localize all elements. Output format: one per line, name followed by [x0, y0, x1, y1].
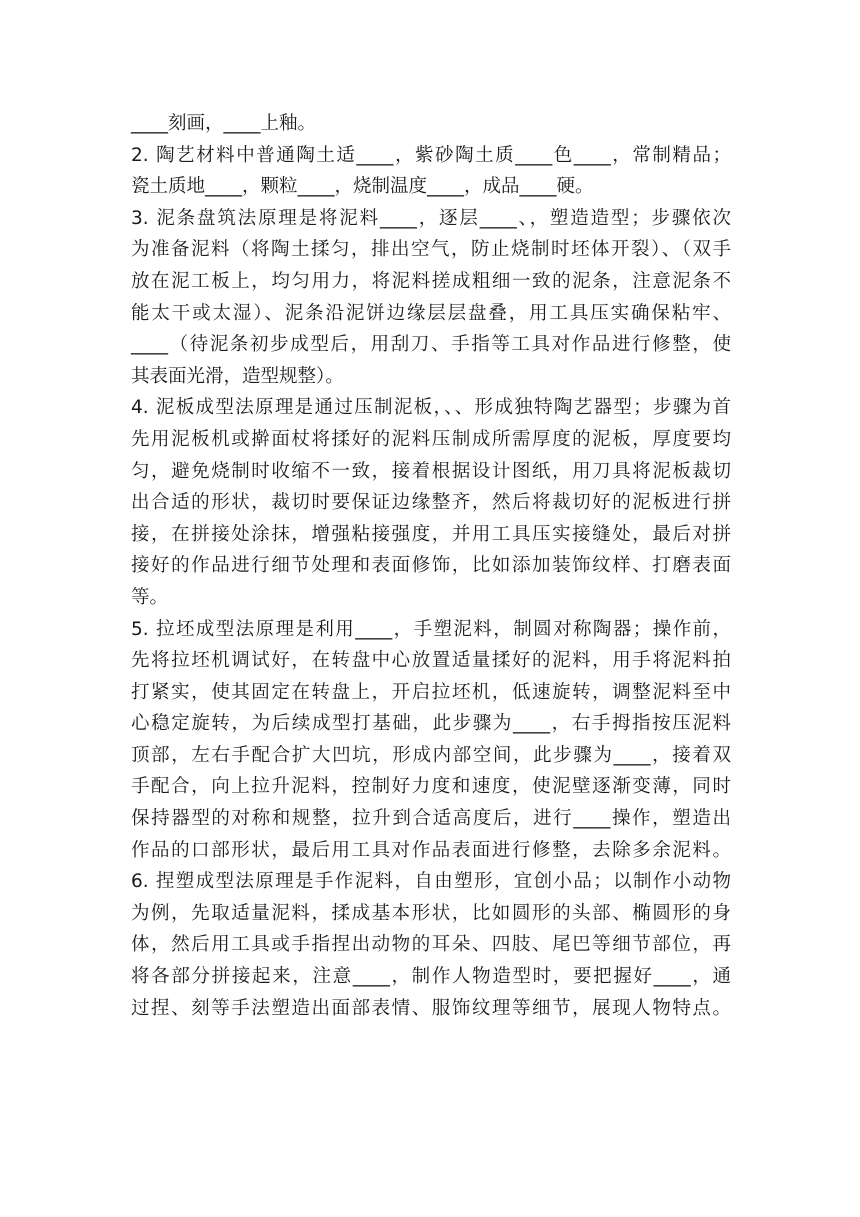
- text-line: 心稳定旋转，为后续成型打基础，此步骤为____，右手拇指按压泥料: [131, 713, 731, 735]
- text-line: 6. 捏塑成型法原理是手作泥料，自由塑形，宜创小品；以制作小动物: [131, 871, 731, 893]
- text-line: 体，然后用工具或手指捏出动物的耳朵、四肢、尾巴等细节部位，再: [131, 934, 731, 956]
- text-line: 接，在拼接处涂抹，增强粘接强度，并用工具压实接缝处，最后对拼: [131, 523, 731, 545]
- text-line: 保持器型的对称和规整，拉升到合适高度后，进行____操作，塑造出: [131, 808, 731, 830]
- text-line: ____刻画，____上釉。: [131, 113, 317, 134]
- text-line: 手配合，向上拉升泥料，控制好力度和速度，使泥壁逐渐变薄，同时: [131, 776, 731, 798]
- text-line: 为例，先取适量泥料，揉成基本形状，比如圆形的头部、椭圆形的身: [131, 902, 731, 924]
- text-line: 为准备泥料（将陶土揉匀，排出空气，防止烧制时坯体开裂）、（双手: [131, 239, 731, 261]
- text-line: 顶部，左右手配合扩大凹坑，形成内部空间，此步骤为____，接着双: [131, 744, 731, 766]
- text-line: 瓷土质地____，颗粒____，烧制温度____，成品____硬。: [131, 176, 594, 198]
- text-line: 先将拉坯机调试好，在转盘中心放置适量揉好的泥料，用手将泥料拍: [131, 650, 731, 672]
- text-line: 作品的口部形状，最后用工具对作品表面进行修整，去除多余泥料。: [131, 839, 731, 861]
- text-line: 其表面光滑，造型规整）。: [131, 365, 344, 387]
- text-line: 将各部分拼接起来，注意____，制作人物造型时，要把握好____，通: [131, 966, 731, 988]
- text-line: 3. 泥条盘筑法原理是将泥料____，逐层____、，塑造造型；步骤依次: [131, 207, 731, 229]
- text-line: 放在泥工板上，均匀用力，将泥料搓成粗细一致的泥条，注意泥条不: [131, 270, 731, 292]
- text-line: ____（待泥条初步成型后，用刮刀、手指等工具对作品进行修整，使: [131, 334, 731, 356]
- text-line: 等。: [131, 586, 169, 608]
- text-line: 2. 陶艺材料中普通陶土适____，紫砂陶土质____色____，常制精品；: [131, 144, 731, 166]
- text-line: 接好的作品进行细节处理和表面修饰，比如添加装饰纹样、打磨表面: [131, 555, 731, 577]
- text-line: 过捏、刻等手法塑造出面部表情、服饰纹理等细节，展现人物特点。: [131, 997, 731, 1019]
- text-line: 4. 泥板成型法原理是通过压制泥板，、、形成独特陶艺器型；步骤为首: [131, 397, 731, 419]
- document-page: [131, 108, 731, 1024]
- text-line: 先用泥板机或擀面杖将揉好的泥料压制成所需厚度的泥板，厚度要均: [131, 428, 731, 450]
- text-line: 能太干或太湿）、泥条沿泥饼边缘层层盘叠，用工具压实确保粘牢、: [131, 302, 731, 324]
- text-line: 出合适的形状，裁切时要保证边缘整齐，然后将裁切好的泥板进行拼: [131, 492, 731, 514]
- text-line: 打紧实，使其固定在转盘上，开启拉坯机，低速旋转，调整泥料至中: [131, 681, 731, 703]
- text-line: 5. 拉坯成型法原理是利用____，手塑泥料，制圆对称陶器；操作前，: [131, 618, 731, 640]
- text-line: 匀，避免烧制时收缩不一致，接着根据设计图纸，用刀具将泥板裁切: [131, 460, 731, 482]
